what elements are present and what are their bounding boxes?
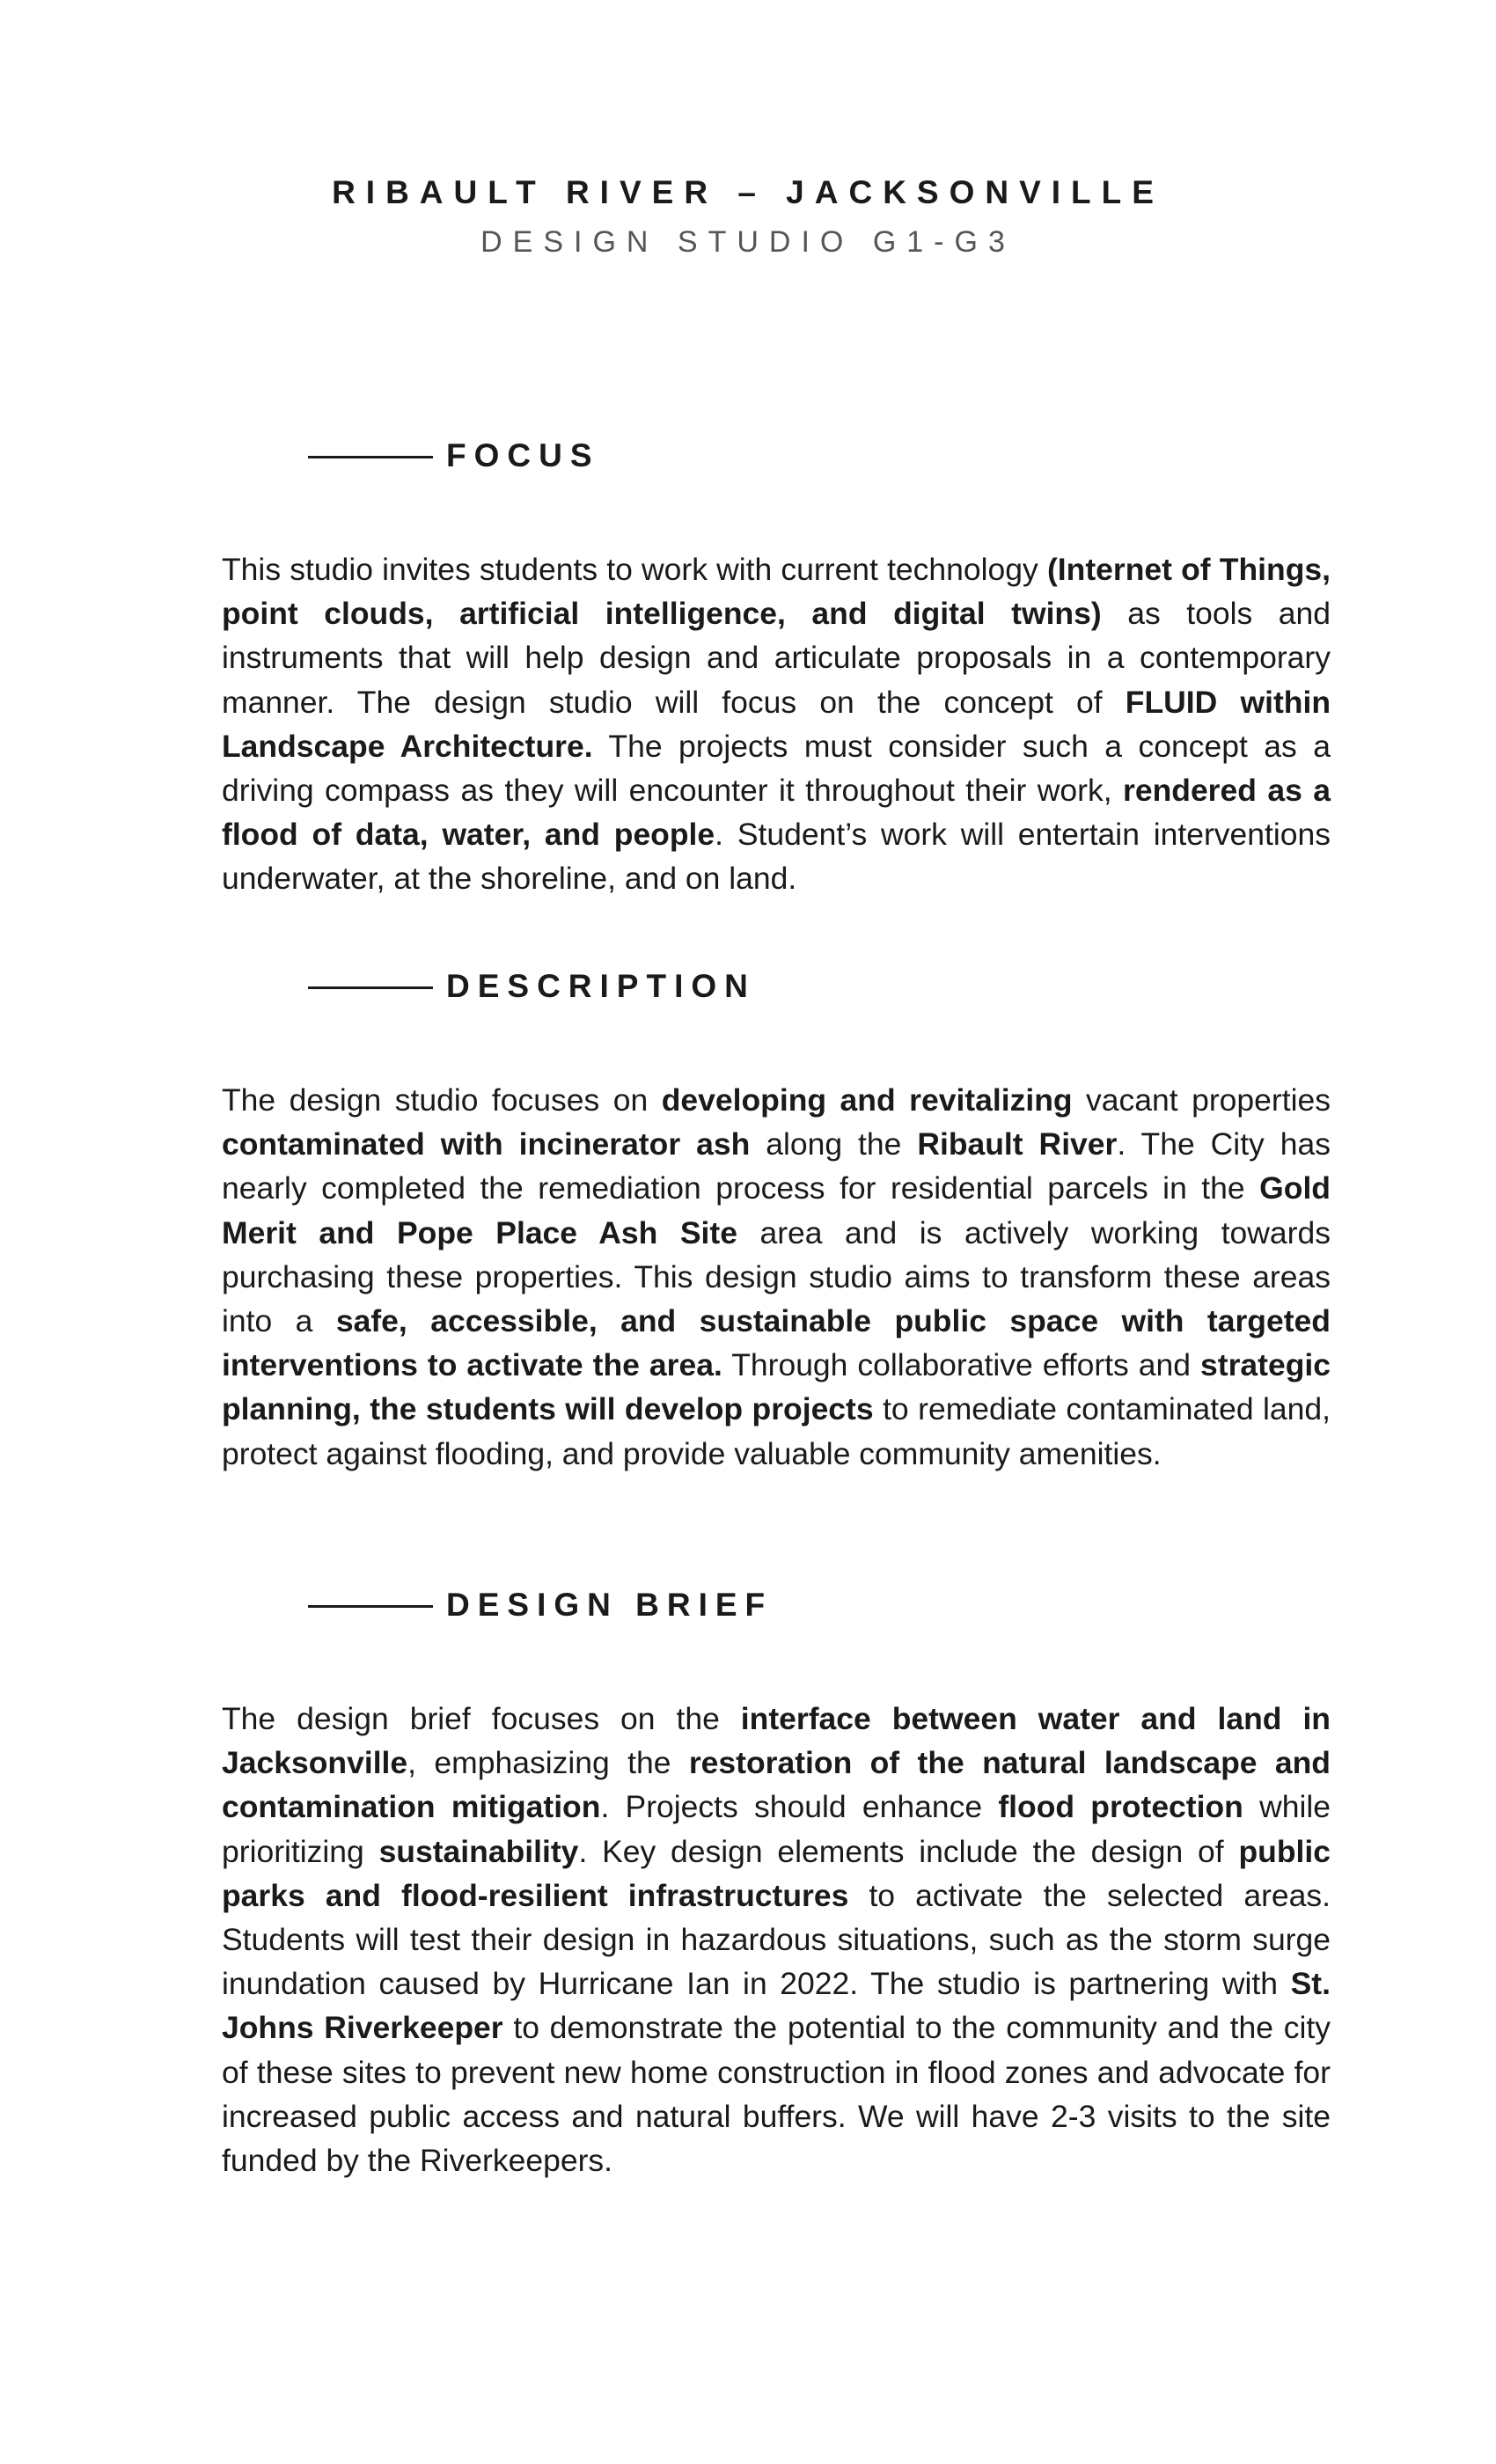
body-text: to remediate contaminated land, protect against flooding, and provide valuable community amenities. — [222, 1391, 1331, 1471]
body-text: This studio invites students to work with current technology — [222, 552, 1047, 587]
emphasis-text: sustainability — [378, 1833, 579, 1869]
emphasis-text: restoration of the natural landscape and contamination mitigation — [222, 1745, 1331, 1825]
section-focus — [222, 436, 1331, 901]
section-heading-focus: FOCUS — [446, 437, 600, 473]
title-block — [0, 174, 1496, 260]
body-text: . Projects should enhance — [600, 1789, 999, 1825]
body-text: The projects must consider such a concept as a driving compass as they will encounter it throughout their work, — [222, 728, 1331, 809]
emphasis-text: flood protection — [998, 1789, 1243, 1825]
body-text: as tools and instruments that will help design and articulate proposals in a contemporary manner. The design studio will focus on the concept of — [222, 596, 1331, 720]
description-paragraph — [222, 1078, 1331, 1476]
emphasis-text: strategic planning, the students will develop projects — [222, 1347, 1331, 1427]
body-text: The design studio focuses on — [222, 1082, 662, 1118]
section-header — [308, 436, 1331, 475]
body-text: to activate the selected areas. Students will test their design in hazardous situations, such as the storm surge inundation caused by Hurricane Ian in 2022. The studio is partnering with — [222, 1877, 1331, 2002]
body-text: vacant properties — [1072, 1082, 1331, 1118]
body-text: to demonstrate the potential to the community and the city of these sites to prevent new home construction in flood zones and advocate for increased public access and natural buffers. We will have 2-3 visits to the site funded by the Riverkeepers. — [222, 2010, 1331, 2179]
focus-paragraph — [222, 547, 1331, 901]
body-text: . Student’s work will entertain interventions underwater, at the shoreline, and on land. — [222, 817, 1331, 897]
body-text: Through collaborative efforts and — [722, 1347, 1200, 1383]
document-title: RIBAULT RIVER – JACKSONVILLE — [332, 174, 1164, 210]
emphasis-text: (Internet of Things, point clouds, artificial intelligence, and digital twins) — [222, 552, 1331, 632]
heading-rule — [308, 456, 433, 458]
heading-rule — [308, 1605, 433, 1608]
emphasis-text: rendered as a flood of data, water, and people — [222, 773, 1331, 853]
section-heading-description: DESCRIPTION — [446, 968, 756, 1004]
body-text: . Key design elements include the design of — [578, 1833, 1239, 1869]
emphasis-text: safe, accessible, and sustainable public space with targeted interventions to activate the area. — [222, 1303, 1331, 1383]
emphasis-text: Gold Merit and Pope Place Ash Site — [222, 1170, 1331, 1250]
document-subtitle: DESIGN STUDIO G1-G3 — [480, 225, 1016, 259]
section-heading-design-brief: DESIGN BRIEF — [446, 1587, 774, 1623]
section-design-brief — [222, 1586, 1331, 2182]
body-text: . The City has nearly completed the remediation process for residential parcels in the — [222, 1126, 1331, 1206]
section-description — [222, 967, 1331, 1476]
body-text: The design brief focuses on the — [222, 1701, 741, 1736]
emphasis-text: FLUID within Landscape Architecture. — [222, 684, 1331, 764]
section-header — [308, 1586, 1331, 1624]
emphasis-text: interface between water and land in Jacksonville — [222, 1701, 1331, 1781]
body-text: , emphasizing the — [407, 1745, 689, 1781]
emphasis-text: Ribault River — [917, 1126, 1118, 1162]
body-text: while prioritizing — [222, 1789, 1331, 1869]
body-text: along the — [750, 1126, 918, 1162]
emphasis-text: contaminated with incinerator ash — [222, 1126, 751, 1162]
body-text: area and is actively working towards purchasing these properties. This design studio aims to transform these areas into a — [222, 1214, 1331, 1339]
section-header — [308, 967, 1331, 1006]
emphasis-text: developing and revitalizing — [661, 1082, 1073, 1118]
emphasis-text: St. Johns Riverkeeper — [222, 1966, 1331, 2046]
heading-rule — [308, 986, 433, 989]
design-brief-paragraph — [222, 1697, 1331, 2182]
emphasis-text: public parks and flood-resilient infrastructures — [222, 1833, 1331, 1913]
